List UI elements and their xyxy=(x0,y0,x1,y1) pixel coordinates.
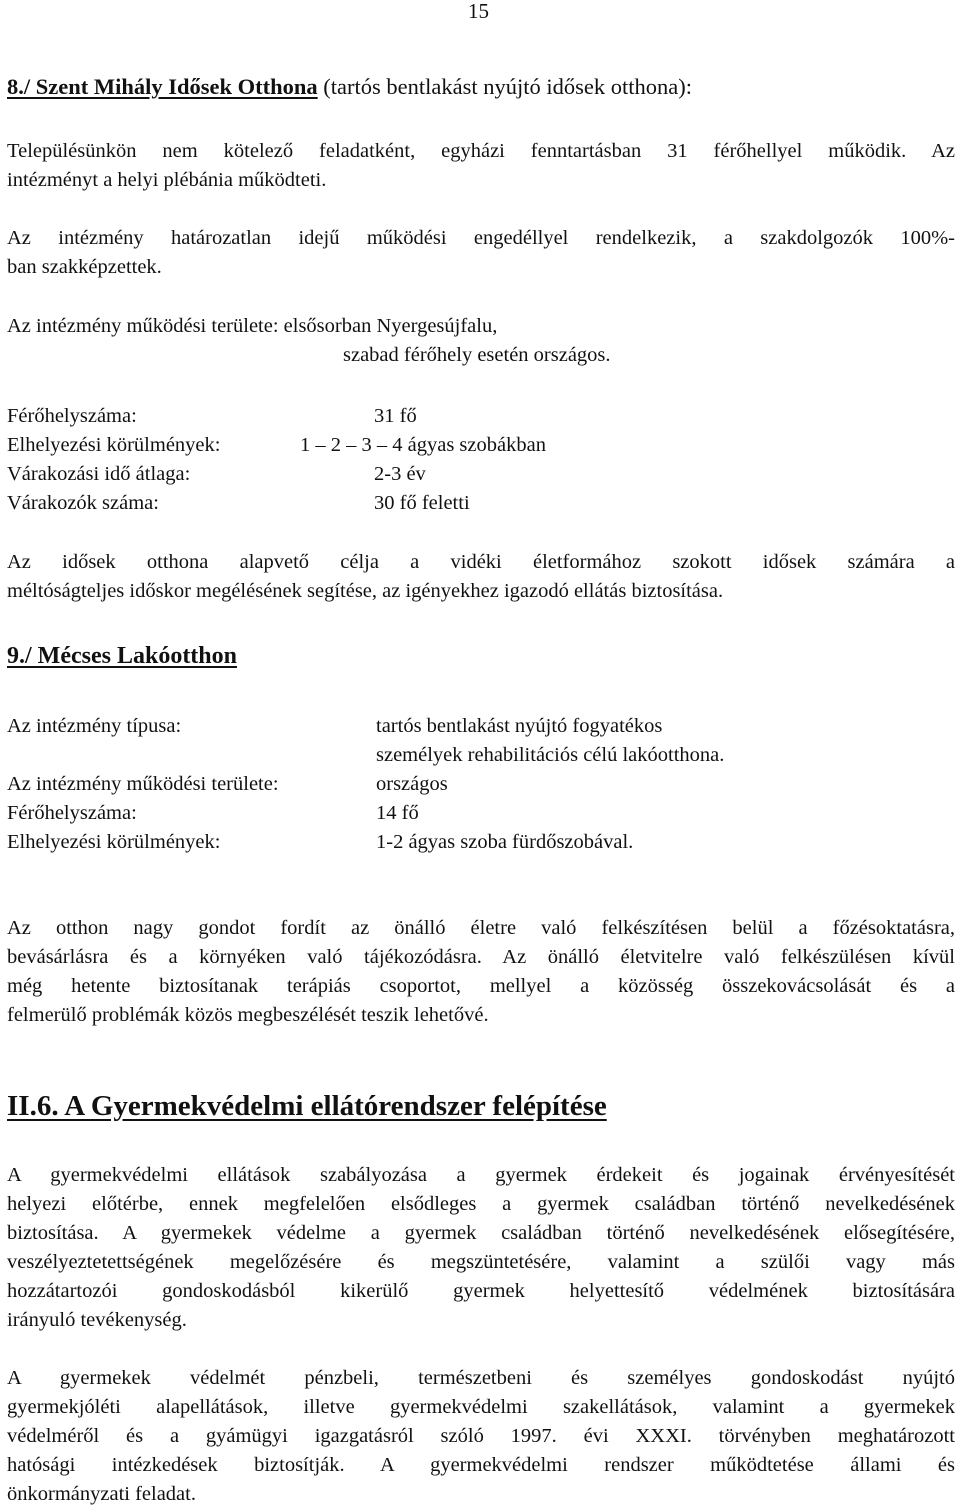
text-line: még hetente biztosítanak terápiás csoportot, mellyel a közösség összekovácsolását és a xyxy=(7,975,955,997)
fact-value-type: tartós bentlakást nyújtó fogyatékos xyxy=(376,715,663,737)
text-line: Az idősek otthona alapvető célja a vidéki életformához szokott idősek számára a xyxy=(7,551,955,573)
fact-label-waiting-count: Várakozók száma: xyxy=(7,492,159,514)
text-line: felmerülő problémák közös megbeszélését teszik lehetővé. xyxy=(7,1004,489,1026)
fact-value-waiting-count: 30 fő feletti xyxy=(374,492,470,514)
fact-label-waiting-time: Várakozási idő átlaga: xyxy=(7,463,191,485)
fact-value-capacity-9: 14 fő xyxy=(376,802,419,824)
text-line: gyermekjóléti alapellátások, illetve gyermekvédelmi szakellátások, valamint a gyermekek xyxy=(7,1396,955,1418)
fact-label-area: Az intézmény működési területe: xyxy=(7,773,279,795)
fact-value-capacity: 31 fő xyxy=(374,405,417,427)
section-ii6-paragraph-2 xyxy=(7,1364,955,1509)
text-line: önkormányzati feladat. xyxy=(7,1483,196,1505)
fact-value-type-cont: személyek rehabilitációs célú lakóotthona. xyxy=(376,744,725,766)
page-number: 15 xyxy=(468,0,489,23)
fact-label-type: Az intézmény típusa: xyxy=(7,715,182,737)
text-line: ban szakképzettek. xyxy=(7,256,162,278)
text-line: Az intézmény határozatlan idejű működési engedéllyel rendelkezik, a szakdolgozók 100%- xyxy=(7,227,955,249)
text-line: biztosítása. A gyermekek védelme a gyermek családban történő nevelkedésének elősegítésére, xyxy=(7,1222,955,1244)
section-8-title: 8./ Szent Mihály Idősek Otthona xyxy=(7,74,318,99)
text-line: méltóságteljes időskor megélésének segítése, az igényekhez igazodó ellátás biztosítása. xyxy=(7,580,724,602)
section-8-area-line-1: Az intézmény működési területe: elsősorban Nyergesújfalu, xyxy=(7,315,498,337)
section-8-paragraph-2 xyxy=(7,224,955,282)
fact-label-accommodation: Elhelyezési körülmények: xyxy=(7,434,221,456)
fact-label-capacity-9: Férőhelyszáma: xyxy=(7,802,137,824)
section-8-area-line-2: szabad férőhely esetén országos. xyxy=(343,344,611,366)
section-8-paragraph-1 xyxy=(7,137,955,195)
text-line: védelméről és a gyámügyi igazgatásról szóló 1997. évi XXXI. törvényben meghatározott xyxy=(7,1425,955,1447)
section-ii6-title: II.6. A Gyermekvédelmi ellátórendszer felépítése xyxy=(7,1090,607,1122)
text-line: helyezi előtérbe, ennek megfelelően elsődleges a gyermek családban történő nevelkedésének xyxy=(7,1193,955,1215)
section-9-paragraph-1 xyxy=(7,914,955,1030)
section-8-paragraph-4 xyxy=(7,548,955,606)
section-ii6-paragraph-1 xyxy=(7,1161,955,1335)
section-8-subtitle: (tartós bentlakást nyújtó idősek otthona): xyxy=(317,74,692,99)
text-line: Az otthon nagy gondot fordít az önálló életre való felkészítésen belül a főzésoktatásra, xyxy=(7,917,955,939)
section-8-heading xyxy=(7,72,692,101)
fact-label-capacity: Férőhelyszáma: xyxy=(7,405,137,427)
text-line: Településünkön nem kötelező feladatként, egyházi fenntartásban 31 férőhellyel működik. Az xyxy=(7,140,955,162)
text-line: irányuló tevékenység. xyxy=(7,1309,187,1331)
text-line: veszélyeztetettségének megelőzésére és megszüntetésére, valamint a szülői vagy más xyxy=(7,1251,955,1273)
fact-value-accommodation: 1 – 2 – 3 – 4 ágyas szobákban xyxy=(300,434,546,456)
fact-value-area: országos xyxy=(376,773,448,795)
text-line: hozzátartozói gondoskodásból kikerülő gyermek helyettesítő védelmének biztosítására xyxy=(7,1280,955,1302)
fact-value-accommodation-9: 1-2 ágyas szoba fürdőszobával. xyxy=(376,831,634,853)
text-line: A gyermekek védelmét pénzbeli, természetbeni és személyes gondoskodást nyújtó xyxy=(7,1367,955,1389)
section-9-title: 9./ Mécses Lakóotthon xyxy=(7,643,237,669)
fact-label-accommodation-9: Elhelyezési körülmények: xyxy=(7,831,221,853)
text-line: A gyermekvédelmi ellátások szabályozása a gyermek érdekeit és jogainak érvényesítését xyxy=(7,1164,955,1186)
text-line: intézményt a helyi plébánia működteti. xyxy=(7,169,327,191)
text-line: hatósági intézkedések biztosítják. A gyermekvédelmi rendszer működtetése állami és xyxy=(7,1454,955,1476)
text-line: bevásárlásra és a környéken való tájékozódásra. Az önálló életvitelre való felkészülésen kívül xyxy=(7,946,955,968)
fact-value-waiting-time: 2-3 év xyxy=(374,463,426,485)
